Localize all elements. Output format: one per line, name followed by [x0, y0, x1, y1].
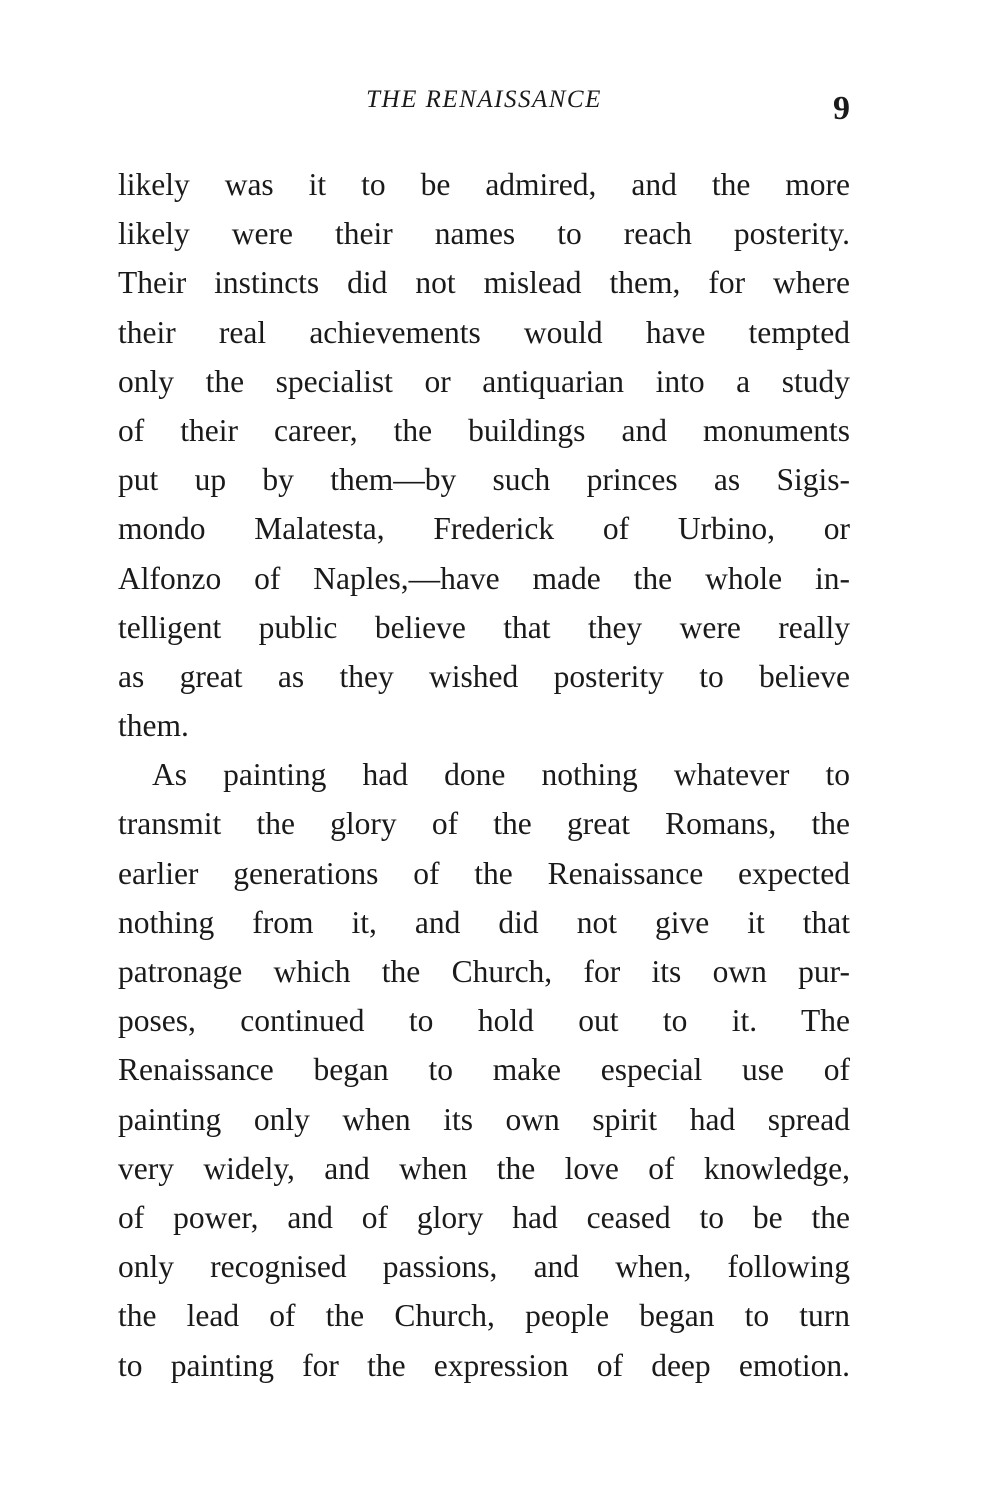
- text-line: mondo Malatesta, Frederick of Urbino, or: [118, 511, 850, 547]
- text-line: of power, and of glory had ceased to be the: [118, 1199, 850, 1235]
- text-line: poses, continued to hold out to it. The: [118, 1003, 850, 1039]
- text-line: telligent public believe that they were really: [118, 609, 850, 645]
- text-line: As painting had done nothing whatever to: [152, 757, 850, 793]
- running-title: THE RENAISSANCE: [366, 86, 602, 113]
- text-line: their real achievements would have tempted: [118, 314, 850, 350]
- text-line: likely were their names to reach posterity.: [118, 216, 850, 252]
- running-head: [118, 86, 850, 126]
- text-line: as great as they wished posterity to believe: [118, 658, 850, 694]
- text-line: earlier generations of the Renaissance expected: [118, 855, 850, 891]
- text-line: Their instincts did not mislead them, for where: [118, 265, 850, 301]
- text-line: Renaissance began to make especial use of: [118, 1052, 850, 1088]
- text-line: of their career, the buildings and monuments: [118, 412, 850, 448]
- text-line: put up by them—by such princes as Sigis-: [118, 462, 850, 498]
- text-line: nothing from it, and did not give it that: [118, 904, 850, 940]
- text-line: transmit the glory of the great Romans, the: [118, 806, 850, 842]
- page-number: 9: [833, 90, 850, 127]
- text-line: to painting for the expression of deep emotion.: [118, 1347, 850, 1383]
- text-line: patronage which the Church, for its own pur-: [118, 954, 850, 989]
- body-text: [118, 160, 850, 1390]
- text-line: only the specialist or antiquarian into a study: [118, 363, 850, 399]
- paragraph: [118, 160, 850, 750]
- text-line: very widely, and when the love of knowledge,: [118, 1150, 850, 1186]
- text-line: the lead of the Church, people began to turn: [118, 1298, 850, 1334]
- paragraph: [118, 750, 850, 1389]
- text-line: likely was it to be admired, and the more: [118, 167, 850, 202]
- text-line: painting only when its own spirit had spread: [118, 1101, 850, 1137]
- text-line: Alfonzo of Naples,—have made the whole in-: [118, 560, 850, 596]
- text-line: them.: [118, 708, 189, 744]
- text-line: only recognised passions, and when, following: [118, 1249, 850, 1285]
